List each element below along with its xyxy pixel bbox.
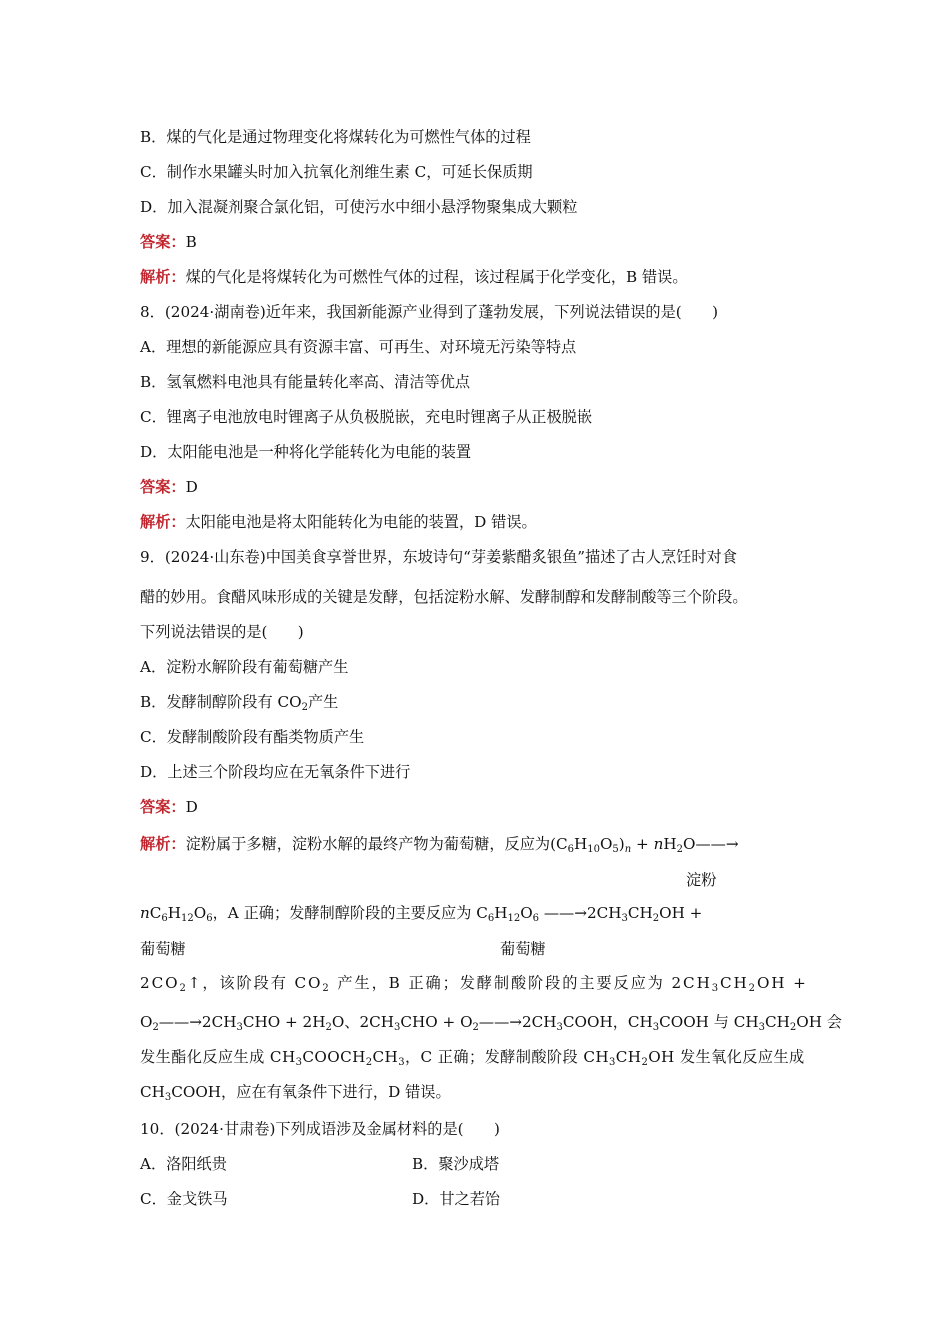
q7-analysis <box>140 266 688 288</box>
q8-option-d: D．太阳能电池是一种将化学能转化为电能的装置 <box>140 443 472 461</box>
reaction-condition-starch: 淀粉 <box>686 871 717 889</box>
q9-analysis-line1: 解析：淀粉属于多糖，淀粉水解的最终产物为葡萄糖，反应为$(C_6H_{10}O_5)_n$ + $nH_2O——\to$ <box>140 835 739 855</box>
q8-answer <box>140 476 198 498</box>
q9-option-d: D．上述三个阶段均应在无氧条件下进行 <box>140 763 411 781</box>
q10-option-c: C．金戈铁马 <box>140 1190 228 1208</box>
q10-option-d: D．甘之若饴 <box>412 1190 501 1208</box>
q8-analysis <box>140 511 537 533</box>
answer-label: 答案： <box>140 478 186 496</box>
q9-stem-line2: 醋的妙用。食醋风味形成的关键是发酵，包括淀粉水解、发酵制醇和发酵制酸等三个阶段。 <box>140 588 748 606</box>
q8-stem: 8．(2024·湖南卷)近年来，我国新能源产业得到了蓬勃发展，下列说法错误的是( ) <box>140 303 719 321</box>
q9-option-b: B．发酵制醇阶段有 $CO_2$产生 <box>140 693 339 713</box>
glucose-label-1: 葡萄糖 <box>140 940 186 958</box>
q9-option-c: C．发酵制酸阶段有酯类物质产生 <box>140 728 365 746</box>
q9-analysis-line4: $O_2——\to 2CH_3CHO + 2H_2O$、$2CH_3CHO$ + $O_2——\to 2CH_3COOH$，$CH_3COOH$ 与 $CH_3CH_2OH$ 会 <box>140 1013 842 1033</box>
answer-value: D <box>185 478 198 496</box>
q7-option-b: B．煤的气化是通过物理变化将煤转化为可燃性气体的过程 <box>140 128 531 146</box>
q9-answer <box>140 796 198 818</box>
q7-option-c: C．制作水果罐头时加入抗氧化剂维生素 C，可延长保质期 <box>140 163 533 181</box>
analysis-text: 煤的气化是将煤转化为可燃性气体的过程，该过程属于化学变化，B 错误。 <box>185 268 688 286</box>
q9-stem-line3: 下列说法错误的是( ) <box>140 623 304 641</box>
q10-stem: 10．(2024·甘肃卷)下列成语涉及金属材料的是( ) <box>140 1120 500 1138</box>
q8-option-c: C．锂离子电池放电时锂离子从负极脱嵌，充电时锂离子从正极脱嵌 <box>140 408 593 426</box>
analysis-label: 解析： <box>140 268 186 286</box>
analysis-label: 解析： <box>140 513 186 531</box>
q10-option-a: A．洛阳纸贵 <box>140 1155 227 1173</box>
q9-option-a: A．淀粉水解阶段有葡萄糖产生 <box>140 658 349 676</box>
q9-analysis-line2: $nC_6H_{12}O_6$，A 正确；发酵制醇阶段的主要反应为 $C_6H_{12}O_6$ $——\to 2CH_3CH_2OH$ + <box>140 904 703 924</box>
answer-value: D <box>185 798 198 816</box>
answer-value: B <box>185 233 197 251</box>
glucose-label-2: 葡萄糖 <box>500 940 546 958</box>
q7-answer <box>140 231 197 253</box>
q8-option-b: B．氢氧燃料电池具有能量转化率高、清洁等优点 <box>140 373 471 391</box>
answer-label: 答案： <box>140 798 186 816</box>
q9-stem-line1: 9．(2024·山东卷)中国美食享誉世界，东坡诗句“芽姜紫醋炙银鱼”描述了古人烹饪时对食 <box>140 548 737 566</box>
q7-option-d: D．加入混凝剂聚合氯化铝，可使污水中细小悬浮物聚集成大颗粒 <box>140 198 578 216</box>
q9-analysis-line3: $2CO_2↑$，该阶段有 $CO_2$ 产生，B 正确；发酵制酸阶段的主要反应为 $2CH_3CH_2OH$ + <box>140 974 808 994</box>
q10-option-b: B．聚沙成塔 <box>412 1155 500 1173</box>
q8-option-a: A．理想的新能源应具有资源丰富、可再生、对环境无污染等特点 <box>140 338 577 356</box>
analysis-text: 太阳能电池是将太阳能转化为电能的装置，D 错误。 <box>185 513 537 531</box>
answer-label: 答案： <box>140 233 186 251</box>
q9-analysis-line6: $CH_3COOH$，应在有氧条件下进行，D 错误。 <box>140 1083 451 1103</box>
q9-analysis-line5: 发生酯化反应生成 $CH_3COOCH_2CH_3$，C 正确；发酵制酸阶段 $CH_3CH_2OH$ 发生氧化反应生成 <box>140 1048 805 1068</box>
analysis-label: 解析： <box>140 835 186 853</box>
